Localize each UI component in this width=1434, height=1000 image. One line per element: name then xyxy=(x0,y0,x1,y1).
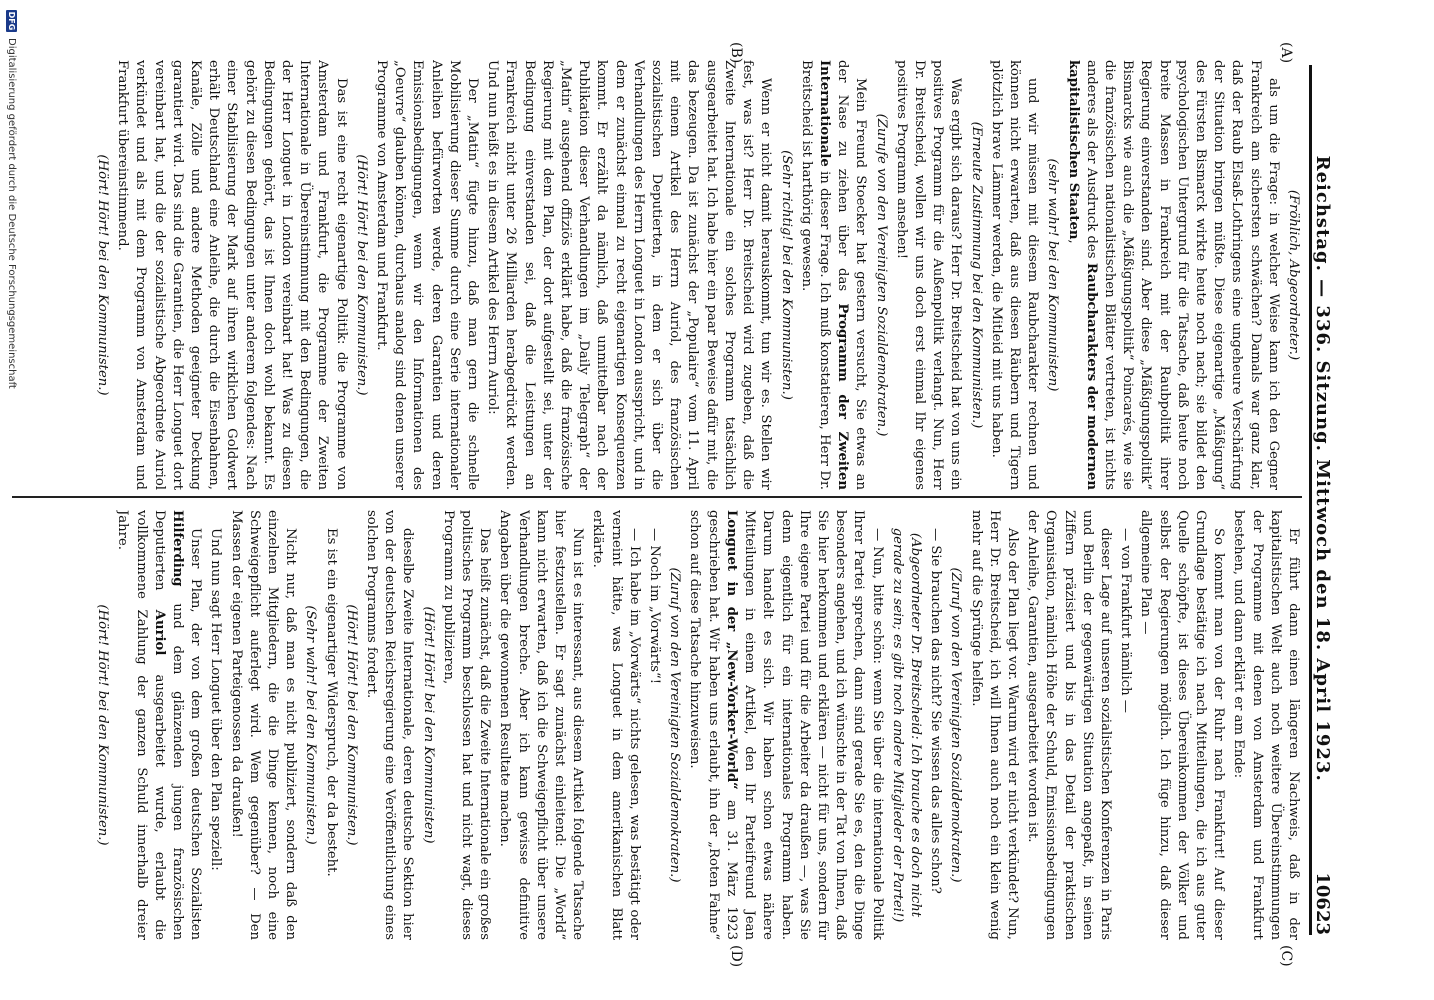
right-column-paragraph: — Noch im „Vorwärts“! xyxy=(647,528,663,685)
right-column-paragraph: Also der Plan liegt vor. Warum wird er nicht verkündet? Nun, Herr Dr. Breitscheid, ich will Ihnen auch noch ein klein wenig mehr auf die Sprünge helfen. xyxy=(968,510,1020,940)
right-column-paragraph: — von Frankfurt nämlich — xyxy=(1118,528,1134,713)
right-column-interjection: (Zuruf von den Vereinigten Sozialdemokraten.) xyxy=(948,567,964,883)
right-column-paragraph: Das heißt zunächst, daß die Zweite Internationale ein großes politisches Programm beschlossen hat und nicht wagt, dieses Programm zu publizieren, xyxy=(440,510,493,940)
left-column-paragraph: und wir müssen mit diesem Raubcharakter rechnen und können nicht erwarten, daß aus diesen Räubern und Tigern plötzlich brave Lämmer werden, die Mitleid mit uns haben. xyxy=(988,60,1041,490)
right-column-interjection: (Zuruf von den Vereinigten Sozialdemokraten.) xyxy=(667,567,683,883)
right-column-paragraph: — Nun, bitte schön: wenn Sie über die internationale Politik Ihrer Partei sprechen, dann sind gerade Sie es, den die Dinge besonders angehen, und ich wünschte in der Tat von Ihnen, daß Sie hier herkommen und erklären — nicht für uns, sondern für Ihre eigene Partei und für die Arbeiter da draußen —, was Sie denn eigentlich für ein internationales Programm haben. Darum handelt es sich. Wir haben schon etwas nähere Mitteilungen in einem Artikel, den Ihr Parteifreund Jean Longuet in der „New-Yorker-World“ am 31. März 1923 geschrieben hat. Wir haben uns erlaubt, ihn der „Roten Fahne“ schon auf diese Tatsache hinzuweisen. xyxy=(687,510,885,940)
left-column-interjection: (Hört! Hört! bei den Kommunisten.) xyxy=(353,154,369,396)
right-column-paragraph: Es ist ein eigenartiger Widerspruch, der da besteht. xyxy=(323,528,339,877)
left-column-interjection: (Hört! Hört! bei den Kommunisten.) xyxy=(95,154,110,396)
left-column-interjection: (Fröhlich, Abgeordneter.) xyxy=(1286,189,1301,361)
right-column-paragraph: Und nun sagt Herr Longuet über den Plan speziell: xyxy=(208,528,224,871)
left-column-paragraph: Der „Matin“ fügte hinzu, daß man gern die schnelle Mobilisierung dieser Summe durch eine Serie internationaler Anleihen befürworten werde, deren Garantien und deren Emissionsbedingungen, wenn wir den Informationen des „Oeuvre“ glauben können, durchaus analog sind denen unserer Programme von Amsterdam und Frankfurt. xyxy=(374,60,481,490)
margin-marker-b: (B) xyxy=(728,42,744,64)
left-column xyxy=(12,60,1302,490)
page-title: Reichstag. — 336. Sitzung. Mittwoch den 18. April 1923. xyxy=(1312,155,1333,782)
left-column-paragraph: als um die Frage: in welcher Weise kann ich den Gegner Frankreich am sichersten schwächen? Damals war ganz klar, daß der Raub Elsaß-Lothringens eine ungeheure Verschärfung der Situation bringen müßte. Diese eigenartige „Mäßigung“ des Fürsten Bismarck wirkte heute noch nach; sie bildet den psychologischen Untergrund für die Tatsache, daß heute noch breite Massen in Frankreich mit der Raubpolitik ihrer Regierung einverstanden sind. Aber diese „Mäßigungspolitik“ Bismarcks wie auch die „Mäßigungspolitik“ Poincarés, wie sie die französischen nationalistischen Blätter vertreten, ist nichts anderes als der Ausdruck des Raubcharakters der modernen kapitalistischen Staaten, xyxy=(1065,60,1281,490)
right-column xyxy=(12,510,1302,940)
right-column-interjection: (Hört! Hört! bei den Kommunisten.) xyxy=(343,604,359,846)
column-divider xyxy=(12,496,1302,498)
right-column-paragraph: Er führt dann einen längeren Nachweis, daß in der kapitalistischen Welt auch noch weitere Übereinstimmungen der Programme mit denen von Amsterdam und Frankfurt bestehen, und dann erklärt er am Ende: xyxy=(1231,510,1301,940)
margin-marker-d: (D) xyxy=(728,945,744,968)
right-column-paragraph: Nun ist es interessant, aus diesem Artikel folgende Tatsache hier festzustellen. Er sagt zunächst einleitend: Die „World“ kann nicht erwarten, daß ich die Schweigepflicht über unsere Verhandlungen breche. Aber ich kann gewisse definitive Angaben über die gewonnenen Resultate machen. xyxy=(497,510,586,940)
right-column-interjection: (Abgeordneter Dr. Breitscheid: Ich brauche es doch nicht gerade zu sein; es gibt noch andere Mitglieder der Partei!) xyxy=(889,527,923,923)
left-column-paragraph: Was ergibt sich daraus? Herr Dr. Breitscheid hat von uns ein positives Programm für die Außenpolitik verlangt. Nun, Herr Dr. Breitscheid, wollen wir uns doch erst einmal Ihr eigenes positives Programm ansehen! xyxy=(893,60,964,490)
right-column-paragraph: dieser Lage auf unseren sozialistischen Konferenzen in Paris und Berlin der gegenwärtigen Situation angepaßt, in seinen Ziffern präzisiert und bis in das Detail der praktischen Organisation, nämlich Höhe der Schuld, Emissionsbedingungen der Anleihe, Garantien, ausgearbeitet worden ist. xyxy=(1025,510,1113,940)
left-column-paragraph: Das ist eine recht eigenartige Politik: die Programme von Amsterdam und Frankfurt, die Programme der Zweiten Internationale in Übereinstimmung mit den Bedingungen, die der Herr Longuet in London vereinbart hat! Was zu diesen Bedingungen gehört, das ist Ihnen doch wohl bekannt. Es gehört zu diesen Bedingungen unter anderem folgendes: Nach einer Stabilisierung der Mark auf ihren wirklichen Goldwert erhält Deutschland eine Anleihe, die durch die Eisenbahnen, Kanäle, Zölle und andere Methoden geeigneter Deckung garantiert wird. Das sind die Garantien, die Herr Longuet dort vereinbart hat, und die der sozialistische Abgeordnete Auriol verkündet und als mit dem Programm von Amsterdam und Frankfurt übereinstimmend. xyxy=(115,60,349,490)
left-column-interjection: (Erneute Zustimmung bei den Kommunisten.) xyxy=(968,121,984,429)
digitization-credit xyxy=(5,10,19,990)
right-column-paragraph: — Sie brauchen das nicht? Sie wissen das alles schon? xyxy=(928,528,944,894)
right-column-paragraph: — Ich habe im „Vorwärts“ nichts gelesen, was bestätigt oder verneint hätte, was Longuet in dem amerikanischen Blatt erklärte. xyxy=(590,510,642,940)
credit-text: Digitalisierung gefördert durch die Deutsche Forschungsgemeinschaft xyxy=(6,38,18,389)
right-column-paragraph: So kommt man von der Ruhr nach Frankfurt! Auf dieser Grundlage bestätige ich nach Mitteilungen, die ich aus guter Quelle schöpfte, ist dieses Übereinkommen der Völker und selbst der Regierungen möglich. Ich füge hinzu, daß dieser allgemeine Plan — xyxy=(1138,510,1227,940)
right-column-interjection: (Hört! Hört! bei den Kommunisten) xyxy=(420,606,436,844)
right-column-interjection: (Hört! Hört! bei den Kommunisten.) xyxy=(95,604,111,846)
right-column-interjection: (Sehr wahr! bei den Kommunisten.) xyxy=(303,605,319,845)
dfg-logo: DFG xyxy=(7,11,17,31)
right-column-paragraph: Unser Plan, der von dem großen deutschen Sozialisten Hilferding und dem glänzenden jungen französischen Deputierten Auriol ausgearbeitet wurde, erlaubt die vollkommene Zahlung der ganzen Schuld innerhalb dreier Jahre. xyxy=(115,510,204,940)
left-column-paragraph: Wenn er nicht damit herauskommt, tun wir es. Stellen wir fest, was ist? Herr Dr. Breitscheid wird zugeben, daß die Zweite Internationale ein solches Programm tatsächlich ausgearbeitet hat. Ich habe hier ein paar Beweise dafür mit, die das bezeugen. Da ist zunächst der „Populaire“ vom 11. April mit einem Artikel des Herrn Auriol, des französischen sozialistischen Deputierten, in dem er sich über die Verhandlungen des Herrn Longuet in London ausspricht, und in dem er zunächst einmal zu recht eigenartigen Konsequenzen kommt. Er erzählt da nämlich, daß unmittelbar nach der Publikation dieser Verhandlungen im „Daily Telegraph“ der „Matin“ ausgehend offiziös erklärt habe, daß die französische Regierung mit dem Plan, der dort aufgestellt sei, unter der Bedingung einverstanden sei, daß die Leistungen an Frankreich nicht unter 26 Milliarden herabgedrückt werden. Und nun heißt es in diesem Artikel des Herrn Auriol: xyxy=(485,60,774,490)
left-column-paragraph: Mein Freund Stoecker hat gestern versucht, Sie etwas an der Nase zu ziehen über das Programm der Zweiten Internationale in dieser Frage. Ich muß konstatieren, Herr Dr. Breitscheid ist harthörig gewesen. xyxy=(798,60,869,490)
left-column-interjection: (sehr wahr! bei den Kommunisten) xyxy=(1045,158,1061,392)
right-column-paragraph: dieselbe Zweite Internationale, deren deutsche Sektion hier von der deutschen Reichsregierung eine Veröffentlichung eines solchen Programms fordert. xyxy=(364,510,416,940)
margin-marker-c: (C) xyxy=(1278,945,1294,967)
left-column-interjection: (Zurufe von den Vereinigten Sozialdemokraten.) xyxy=(873,113,889,437)
left-column-interjection: (Sehr richtig! bei den Kommunisten.) xyxy=(778,150,794,400)
running-head xyxy=(1309,65,1360,935)
right-column-paragraph: Nicht nur, daß man es nicht publiziert, sondern daß den einzelnen Mitgliedern, die die Dinge kennen, noch eine Schweigepflicht auferlegt wird. Wem gegenüber? — Den Massen der eigenen Parteigenossen da draußen! xyxy=(228,510,299,940)
page-number: 10623 xyxy=(1312,872,1333,935)
margin-marker-a: (A) xyxy=(1278,42,1294,64)
